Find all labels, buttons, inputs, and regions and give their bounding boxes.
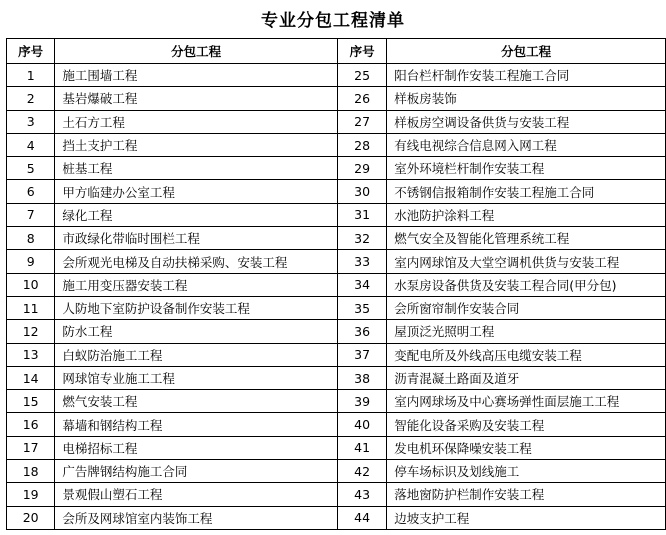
subcontract-table — [6, 38, 666, 530]
seq-cell: 14 — [7, 366, 55, 389]
item-cell: 景观假山塑石工程 — [55, 483, 338, 506]
seq-cell: 18 — [7, 460, 55, 483]
item-cell: 不锈钢信报箱制作安装工程施工合同 — [387, 180, 666, 203]
seq-cell: 13 — [7, 343, 55, 366]
header-seq-right: 序号 — [337, 39, 386, 64]
table-row — [7, 366, 666, 389]
seq-cell: 43 — [337, 483, 386, 506]
seq-cell: 41 — [337, 436, 386, 459]
seq-cell: 39 — [337, 390, 386, 413]
seq-cell: 33 — [337, 250, 386, 273]
table-row — [7, 273, 666, 296]
seq-cell: 25 — [337, 64, 386, 87]
item-cell: 有线电视综合信息网入网工程 — [387, 133, 666, 156]
table-row — [7, 483, 666, 506]
seq-cell: 31 — [337, 203, 386, 226]
table-row — [7, 436, 666, 459]
item-cell: 绿化工程 — [55, 203, 338, 226]
item-cell: 施工用变压器安装工程 — [55, 273, 338, 296]
header-item-left: 分包工程 — [55, 39, 338, 64]
seq-cell: 35 — [337, 296, 386, 319]
table-row — [7, 250, 666, 273]
seq-cell: 27 — [337, 110, 386, 133]
item-cell: 燃气安装工程 — [55, 390, 338, 413]
item-cell: 水泵房设备供货及安装工程合同(甲分包) — [387, 273, 666, 296]
seq-cell: 32 — [337, 227, 386, 250]
table-body — [7, 64, 666, 530]
item-cell: 基岩爆破工程 — [55, 87, 338, 110]
seq-cell: 2 — [7, 87, 55, 110]
item-cell: 会所及网球馆室内装饰工程 — [55, 506, 338, 529]
item-cell: 室外环境栏杆制作安装工程 — [387, 157, 666, 180]
item-cell: 桩基工程 — [55, 157, 338, 180]
item-cell: 变配电所及外线高压电缆安装工程 — [387, 343, 666, 366]
seq-cell: 11 — [7, 296, 55, 319]
document-title: 专业分包工程清单 — [261, 11, 405, 31]
seq-cell: 40 — [337, 413, 386, 436]
item-cell: 挡土支护工程 — [55, 133, 338, 156]
seq-cell: 5 — [7, 157, 55, 180]
item-cell: 停车场标识及划线施工 — [387, 460, 666, 483]
table-row — [7, 296, 666, 319]
item-cell: 施工围墙工程 — [55, 64, 338, 87]
table-row — [7, 64, 666, 87]
seq-cell: 30 — [337, 180, 386, 203]
seq-cell: 6 — [7, 180, 55, 203]
item-cell: 网球馆专业施工工程 — [55, 366, 338, 389]
seq-cell: 36 — [337, 320, 386, 343]
item-cell: 屋顶泛光照明工程 — [387, 320, 666, 343]
table-row — [7, 227, 666, 250]
item-cell: 落地窗防护栏制作安装工程 — [387, 483, 666, 506]
table-row — [7, 87, 666, 110]
item-cell: 样板房空调设备供货与安装工程 — [387, 110, 666, 133]
item-cell: 防水工程 — [55, 320, 338, 343]
item-cell: 样板房装饰 — [387, 87, 666, 110]
seq-cell: 42 — [337, 460, 386, 483]
item-cell: 人防地下室防护设备制作安装工程 — [55, 296, 338, 319]
seq-cell: 26 — [337, 87, 386, 110]
seq-cell: 3 — [7, 110, 55, 133]
table-row — [7, 320, 666, 343]
table-row — [7, 506, 666, 529]
item-cell: 会所观光电梯及自动扶梯采购、安装工程 — [55, 250, 338, 273]
item-cell: 阳台栏杆制作安装工程施工合同 — [387, 64, 666, 87]
item-cell: 幕墙和钢结构工程 — [55, 413, 338, 436]
table-row — [7, 460, 666, 483]
seq-cell: 44 — [337, 506, 386, 529]
item-cell: 发电机环保降噪安装工程 — [387, 436, 666, 459]
item-cell: 室内网球馆及大堂空调机供货与安装工程 — [387, 250, 666, 273]
table-row — [7, 157, 666, 180]
seq-cell: 17 — [7, 436, 55, 459]
item-cell: 燃气安全及智能化管理系统工程 — [387, 227, 666, 250]
item-cell: 市政绿化带临时围栏工程 — [55, 227, 338, 250]
seq-cell: 38 — [337, 366, 386, 389]
item-cell: 甲方临建办公室工程 — [55, 180, 338, 203]
table-row — [7, 203, 666, 226]
seq-cell: 28 — [337, 133, 386, 156]
table-row — [7, 413, 666, 436]
seq-cell: 20 — [7, 506, 55, 529]
table-header-row — [7, 39, 666, 64]
item-cell: 智能化设备采购及安装工程 — [387, 413, 666, 436]
item-cell: 电梯招标工程 — [55, 436, 338, 459]
table-row — [7, 343, 666, 366]
table-row — [7, 133, 666, 156]
header-seq-left: 序号 — [7, 39, 55, 64]
seq-cell: 29 — [337, 157, 386, 180]
seq-cell: 4 — [7, 133, 55, 156]
item-cell: 广告牌钢结构施工合同 — [55, 460, 338, 483]
item-cell: 边坡支护工程 — [387, 506, 666, 529]
header-item-right: 分包工程 — [387, 39, 666, 64]
table-row — [7, 110, 666, 133]
item-cell: 会所窗帘制作安装合同 — [387, 296, 666, 319]
item-cell: 水池防护涂料工程 — [387, 203, 666, 226]
seq-cell: 16 — [7, 413, 55, 436]
item-cell: 沥青混凝土路面及道牙 — [387, 366, 666, 389]
seq-cell: 12 — [7, 320, 55, 343]
seq-cell: 37 — [337, 343, 386, 366]
table-row — [7, 180, 666, 203]
item-cell: 土石方工程 — [55, 110, 338, 133]
table-row — [7, 390, 666, 413]
seq-cell: 8 — [7, 227, 55, 250]
seq-cell: 15 — [7, 390, 55, 413]
seq-cell: 10 — [7, 273, 55, 296]
seq-cell: 7 — [7, 203, 55, 226]
item-cell: 室内网球场及中心赛场弹性面层施工工程 — [387, 390, 666, 413]
seq-cell: 1 — [7, 64, 55, 87]
item-cell: 白蚁防治施工工程 — [55, 343, 338, 366]
seq-cell: 19 — [7, 483, 55, 506]
seq-cell: 34 — [337, 273, 386, 296]
seq-cell: 9 — [7, 250, 55, 273]
